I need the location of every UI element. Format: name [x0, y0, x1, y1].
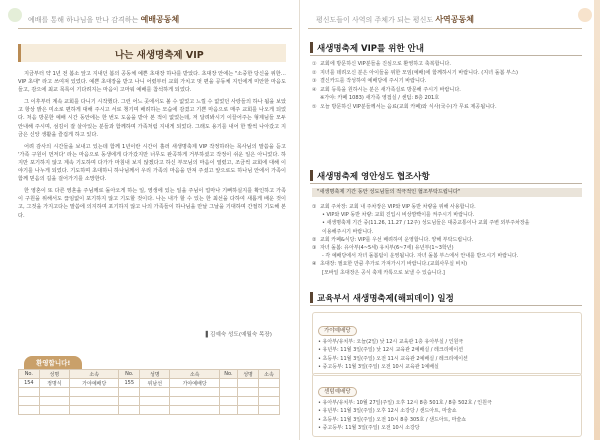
section-marker [310, 42, 313, 53]
header-decoration [8, 8, 22, 22]
section-marker [310, 292, 313, 303]
schedule-gaya [312, 312, 582, 376]
essay-body [18, 70, 286, 224]
list-subitem: • 새생명축제 기간 중(11.26, 11.27 / 12주) 성도님들은 대중교통이나 교회 주변 외부주차장을 [322, 220, 530, 227]
header-decoration [578, 8, 592, 22]
section-heading: 새생명축제 영안성도 협조사항 [317, 172, 430, 182]
list-item: ① 교회에 방문하신 VIP분들을 진심으로 환영하고 축복합니다. [312, 61, 451, 67]
welcome-heading: 환영합니다! [24, 356, 82, 369]
welcome-table [18, 369, 280, 415]
section-vip-guide-title [310, 40, 582, 56]
table-cell [219, 379, 237, 388]
list-item: ② 지녀를 데려오신 분은 아이들을 위한 모임(예배)에 함께하시기 바랍니다. (지녀 돌봄 부스) [312, 69, 518, 76]
table-row-empty [19, 406, 280, 415]
list-item: • 중고등부: 11월 3일(주일) 오전 10시 소강당 [318, 425, 420, 432]
table-cell: 가야예배당 [70, 379, 119, 388]
campus-tag: 가야예배당 [318, 326, 357, 336]
table-cell: 155 [119, 379, 140, 388]
welcome-box [18, 350, 280, 415]
col-header: No. [219, 370, 237, 379]
table-row-empty [19, 397, 280, 406]
section-member-cooperation-title [310, 168, 582, 184]
section-education-schedule-title [310, 290, 582, 306]
table-cell: 정명식 [39, 379, 69, 388]
page-edge-tab [594, 0, 600, 440]
table-cell: 위남선 [140, 379, 170, 388]
vip-guide-list [312, 60, 584, 112]
list-item: • 중고등부: 11월 3일(주일) 오전 10시 교육관 1예배실 [318, 364, 439, 371]
col-header: 소속 [170, 370, 219, 379]
table-row [19, 379, 280, 388]
col-header: No. [19, 370, 40, 379]
header-rule [18, 28, 292, 29]
list-subitem: • VIP와 VIP 동반 차량: 교회 진입시 비상깜빡이를 켜주시기 바랍니다. [322, 212, 475, 219]
right-header [300, 0, 600, 36]
table-cell [259, 379, 280, 388]
campus-tag: 센텀예배당 [318, 387, 357, 397]
col-header: 소속 [259, 370, 280, 379]
list-subitem: 이용해주시기 바랍니다. [322, 228, 374, 235]
table-cell: 가야예배당 [170, 379, 219, 388]
list-item: ④ 교회 등록을 원하시는 분은 새가족실로 방문해 주시기 바랍니다. [312, 86, 461, 93]
list-item: ③ 자녀 돌봄: 유아부(4~5세) 유치부(6~7세) 유년부(1~3학년) [312, 245, 454, 252]
list-item: ④ 초대장: 필요한 만큼 추가로 가져가시기 바랍니다.(교회사무실 비치) [312, 261, 468, 268]
col-header: 성명 [39, 370, 69, 379]
essay-paragraph: 지금부터 약 1년 전 봄소 앞고 지내던 봄의 공동체 예쁜 초대장 하나를 받았다. 초대장 안에는 "소중한 당신을 위한…VIP 초대" 라고 쓰여져 있었다. 예쁜 초대장을 받고 나니 어렸부터 교회 가치고 멋 편을 공동체 지인에게 미안한 마음도 들고, 감으에 최교 목록이 기다려지는 마음이 고마워 예배를 참석하게 되었다. [18, 71, 286, 94]
list-item: ① 교회 주차장: 교회 내 주차장은 VIP와 VIP 동반 차량을 위해 사용합니다. [312, 204, 476, 210]
welcome-header-row [19, 370, 280, 379]
essay-paragraph: 한 영혼이 또 다른 영혼을 주님께로 돌아오게 하는 일, 영생에 있는 일을 주님이 얼마나 기뻐하실지를 확인하고 가족이 구원을 위해서도 끊임없이 포기하지 않고 기도할 것이다. 나는 내가 할 수 있는 한 최선을 다하여 새롭게 배운 것이고, 그것을 가지고다는 말씀에 의지하며 포기하지 않고 나의 가족들이 하나님을 만날 그날을 기대하며 간절히 기도해 본다. [18, 188, 286, 219]
list-item: • 초등부: 11월 3일(주일) 오전 10시 8층 305호 / 샌드아트, 마술쇼 [318, 416, 467, 423]
header-rule [308, 28, 582, 29]
list-item: • 유아부/유치부: 10월 27일(주일) 오후 12시 8층 501호 / 8층 502호 / 인원극 [318, 400, 492, 406]
left-header [0, 0, 300, 36]
article-title: 나는 새생명축제 VIP [115, 50, 204, 61]
col-header: No. [119, 370, 140, 379]
essay-paragraph: 어려 감사의 시간들을 보내고 있는데 함께 1년이란 시간이 흘러 새생명축제 VIP 작정하라는 목사님의 말씀을 듣고 '가족 구원이 먼저다' 라는 마음으로 동생에게 다가갔지만 너무도 완곡하게 거부하셨고 작정이 쉬운 일은 아니었다. 하지만 포기하지 않고 계속 기도하며 다가가 마침내 보지 않겠다고 하신 부모님의 마음이 열렸고, 조금씩 교회에 대해 이야기를 나누게 되었다. 기도하며 초대하니 하나님께서 우리 가족의 마음을 만져 주셨고 앞으로도 하나님 안에서 가족이 함께 믿음의 길을 걸어가기를 소망한다. [18, 143, 286, 183]
right-page [300, 0, 600, 440]
col-header: 성명 [238, 370, 259, 379]
list-item-note: ※가야: 카페 1083) 새가족 영접실 / 센텀: 8층 201호 [320, 95, 440, 102]
schedule-centum [312, 373, 582, 437]
section-heading: 교육부서 새생명축제(해피데이) 일정 [317, 294, 454, 304]
essay-signature: ▌김예숙 성도(예월숙 목장) [205, 332, 272, 338]
list-item: ⑤ 오늘 방문하신 VIP분들께서는 음료(교회 카페)와 식사(국수)가 무료 제공됩니다. [312, 103, 497, 110]
cooperation-list [312, 203, 584, 277]
table-cell [238, 379, 259, 388]
col-header: 소속 [70, 370, 119, 379]
list-item: • 초등부: 11월 3일(주일) 오전 11시 교육관 2예배실 / 레크리에이션 [318, 355, 468, 362]
left-header-text: 예배를 통해 하나님을 만나 감격하는 예배공동체 [28, 15, 180, 24]
left-header-name: 예배공동체 [140, 15, 180, 24]
list-item: ② 교회 카페&식당: VIP를 우선 배려하여 운영합니다. 양해 부탁드립니다. [312, 236, 474, 243]
list-item: • 유년부: 11월 3일(주일) 낮 12시 교육관 2예배실 / 레크리에이션 [318, 347, 464, 354]
list-item: ③ 결신카드를 작성하여 예배당에 주시기 바랍니다. [312, 78, 427, 85]
list-item: • 유아부/유치부: 오늘(2일) 낮 12시 교육관 1층 유아부실 / 인원극 [318, 339, 464, 345]
list-item: • 유년부: 11월 3일(주일) 오후 12시 소강당 / 샌드아트, 마술쇼 [318, 408, 457, 415]
schedule-list [318, 338, 576, 372]
section-heading: 새생명축제 VIP를 위한 안내 [317, 44, 424, 54]
col-header: 성명 [140, 370, 170, 379]
schedule-list [318, 399, 576, 433]
cooperation-slogan: "새생명축제 기간 동안 성도님들의 적극적인 협조부탁드립니다" [312, 188, 582, 197]
section-marker [310, 170, 313, 181]
right-header-text: 평신도들이 사역의 주체가 되는 평신도 사역공동체 [316, 15, 474, 24]
list-subitem: - 각 예배당에서 자녀 돌봄팀이 운영됩니다. 자녀 돌봄 부스에서 안내를 받으시기 바랍니다. [322, 253, 519, 260]
essay-paragraph: 그 이후부터 계속 교회를 다니기 시작했다. 그런 어느 곳에서도 볼 수 없었고 느낄 수 없었던 사랑들의 하나 됨을 보았고 항상 밝은 미소로 편하게 대해 주시고 서로 챙기며 배려하는 모습에 감겼고 기쁜 마음으로 매주 교회를 나오게 되었다. 처음 방문한 예배 시간 동안에는 한 번도 도움을 받아 본 적이 없었는데, 저 달려봐시기 이끌어주는 형제님들 모두 안내해 주시며, 섬김이 잘 살아있는 분들과 함께하며 가족처럼 지내게 되었다. 그래도 용기를 내어 한 발씩 나아갔고 지금은 신앙 생활을 즐겁게 하고 있다. [18, 99, 286, 138]
right-header-name: 사역공동체 [435, 15, 474, 24]
table-row-empty [19, 388, 280, 397]
list-subitem: [모바일 초대장은 공식 축제 카톡으로 보낼 수 있습니다.] [322, 269, 445, 276]
article-title-bar [18, 44, 286, 62]
table-cell: 154 [19, 379, 40, 388]
